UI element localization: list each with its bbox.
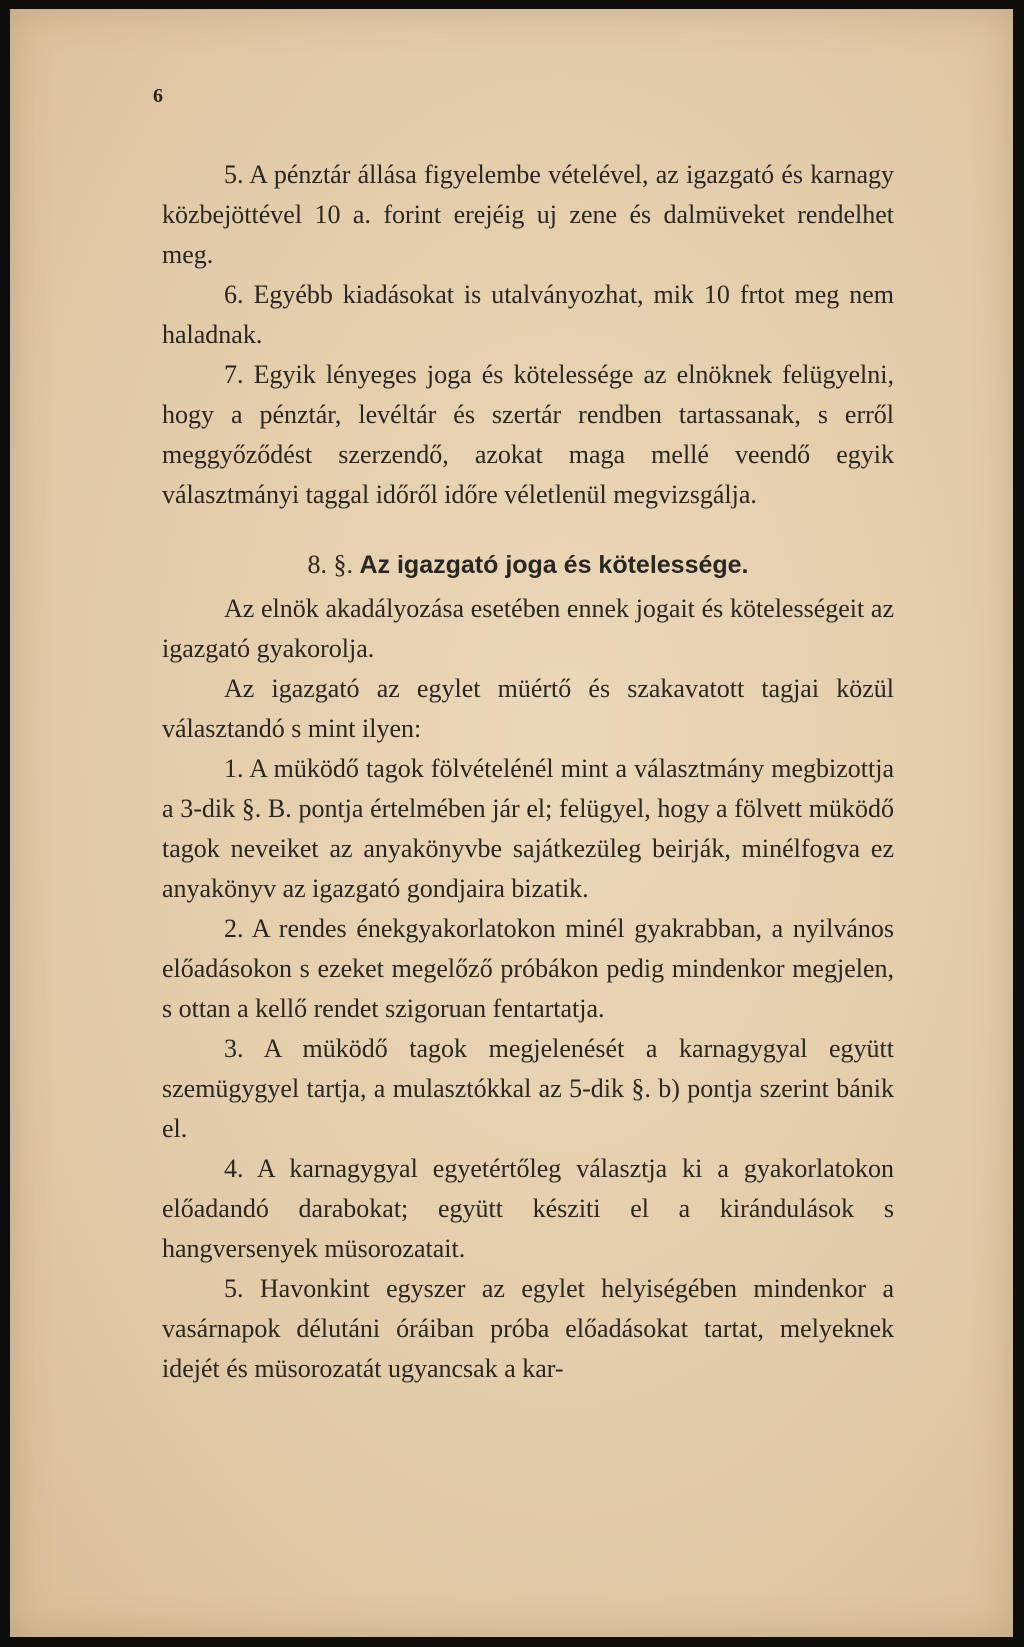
paragraph: Az igazgató az egylet müértő és szakavatott tagjai közül választandó s mint ilyen: <box>162 674 894 743</box>
page-body <box>162 155 894 1389</box>
paragraph: 2. A rendes énekgyakorlatokon minél gyakrabban, a nyilvános előadásokon s ezeket megelőző próbákon pedig mindenkor megjelen, s ottan a kellő rendet szigoruan fentartatja. <box>162 914 894 1023</box>
section-title: Az igazgató joga és kötelessége. <box>359 551 749 579</box>
book-page <box>10 9 1013 1637</box>
paragraph: 7. Egyik lényeges joga és kötelessége az elnöknek felügyelni, hogy a pénztár, levéltár és szertár rendben tartassanak, s erről meggyőződést szerzendő, azokat maga mellé veendő egyik választmányi taggal időről időre véletlenül megvizsgálja. <box>162 360 894 509</box>
paragraph: 4. A karnagygyal egyetértőleg választja ki a gyakorlatokon előadandó darabokat; együtt késziti el a kirándulások s hangversenyek müsorozatait. <box>162 1154 894 1263</box>
paragraph: 5. A pénztár állása figyelembe vételével, az igazgató és karnagy közbejöttével 10 a. forint erejéig uj zene és dalmüveket rendelhet meg. <box>162 160 894 269</box>
paragraph: Az elnök akadályozása esetében ennek jogait és kötelességeit az igazgató gyakorolja. <box>162 594 894 663</box>
paragraph: 5. Havonkint egyszer az egylet helyiségében mindenkor a vasárnapok délutáni óráiban próba előadásokat tartat, melyeknek idejét és müsorozatát ugyancsak a kar- <box>162 1274 894 1383</box>
paragraph: 1. A müködő tagok fölvételénél mint a választmány megbizottja a 3-dik §. B. pontja értelmében jár el; felügyel, hogy a fölvett müködő tagok neveiket az anyakönyvbe sajátkezüleg beirják, minélfogva ez anyakönyv az igazgató gondjaira bizatik. <box>162 754 894 903</box>
paragraph: 6. Egyébb kiadásokat is utalványozhat, mik 10 frtot meg nem haladnak. <box>162 280 894 349</box>
section-heading <box>162 545 894 585</box>
paragraph: 3. A müködő tagok megjelenését a karnagygyal együtt szemügygyel tartja, a mulasztókkal az 5-dik §. b) pontja szerint bánik el. <box>162 1034 894 1143</box>
section-number: 8. §. <box>307 550 353 579</box>
page-number: 6 <box>153 85 163 107</box>
